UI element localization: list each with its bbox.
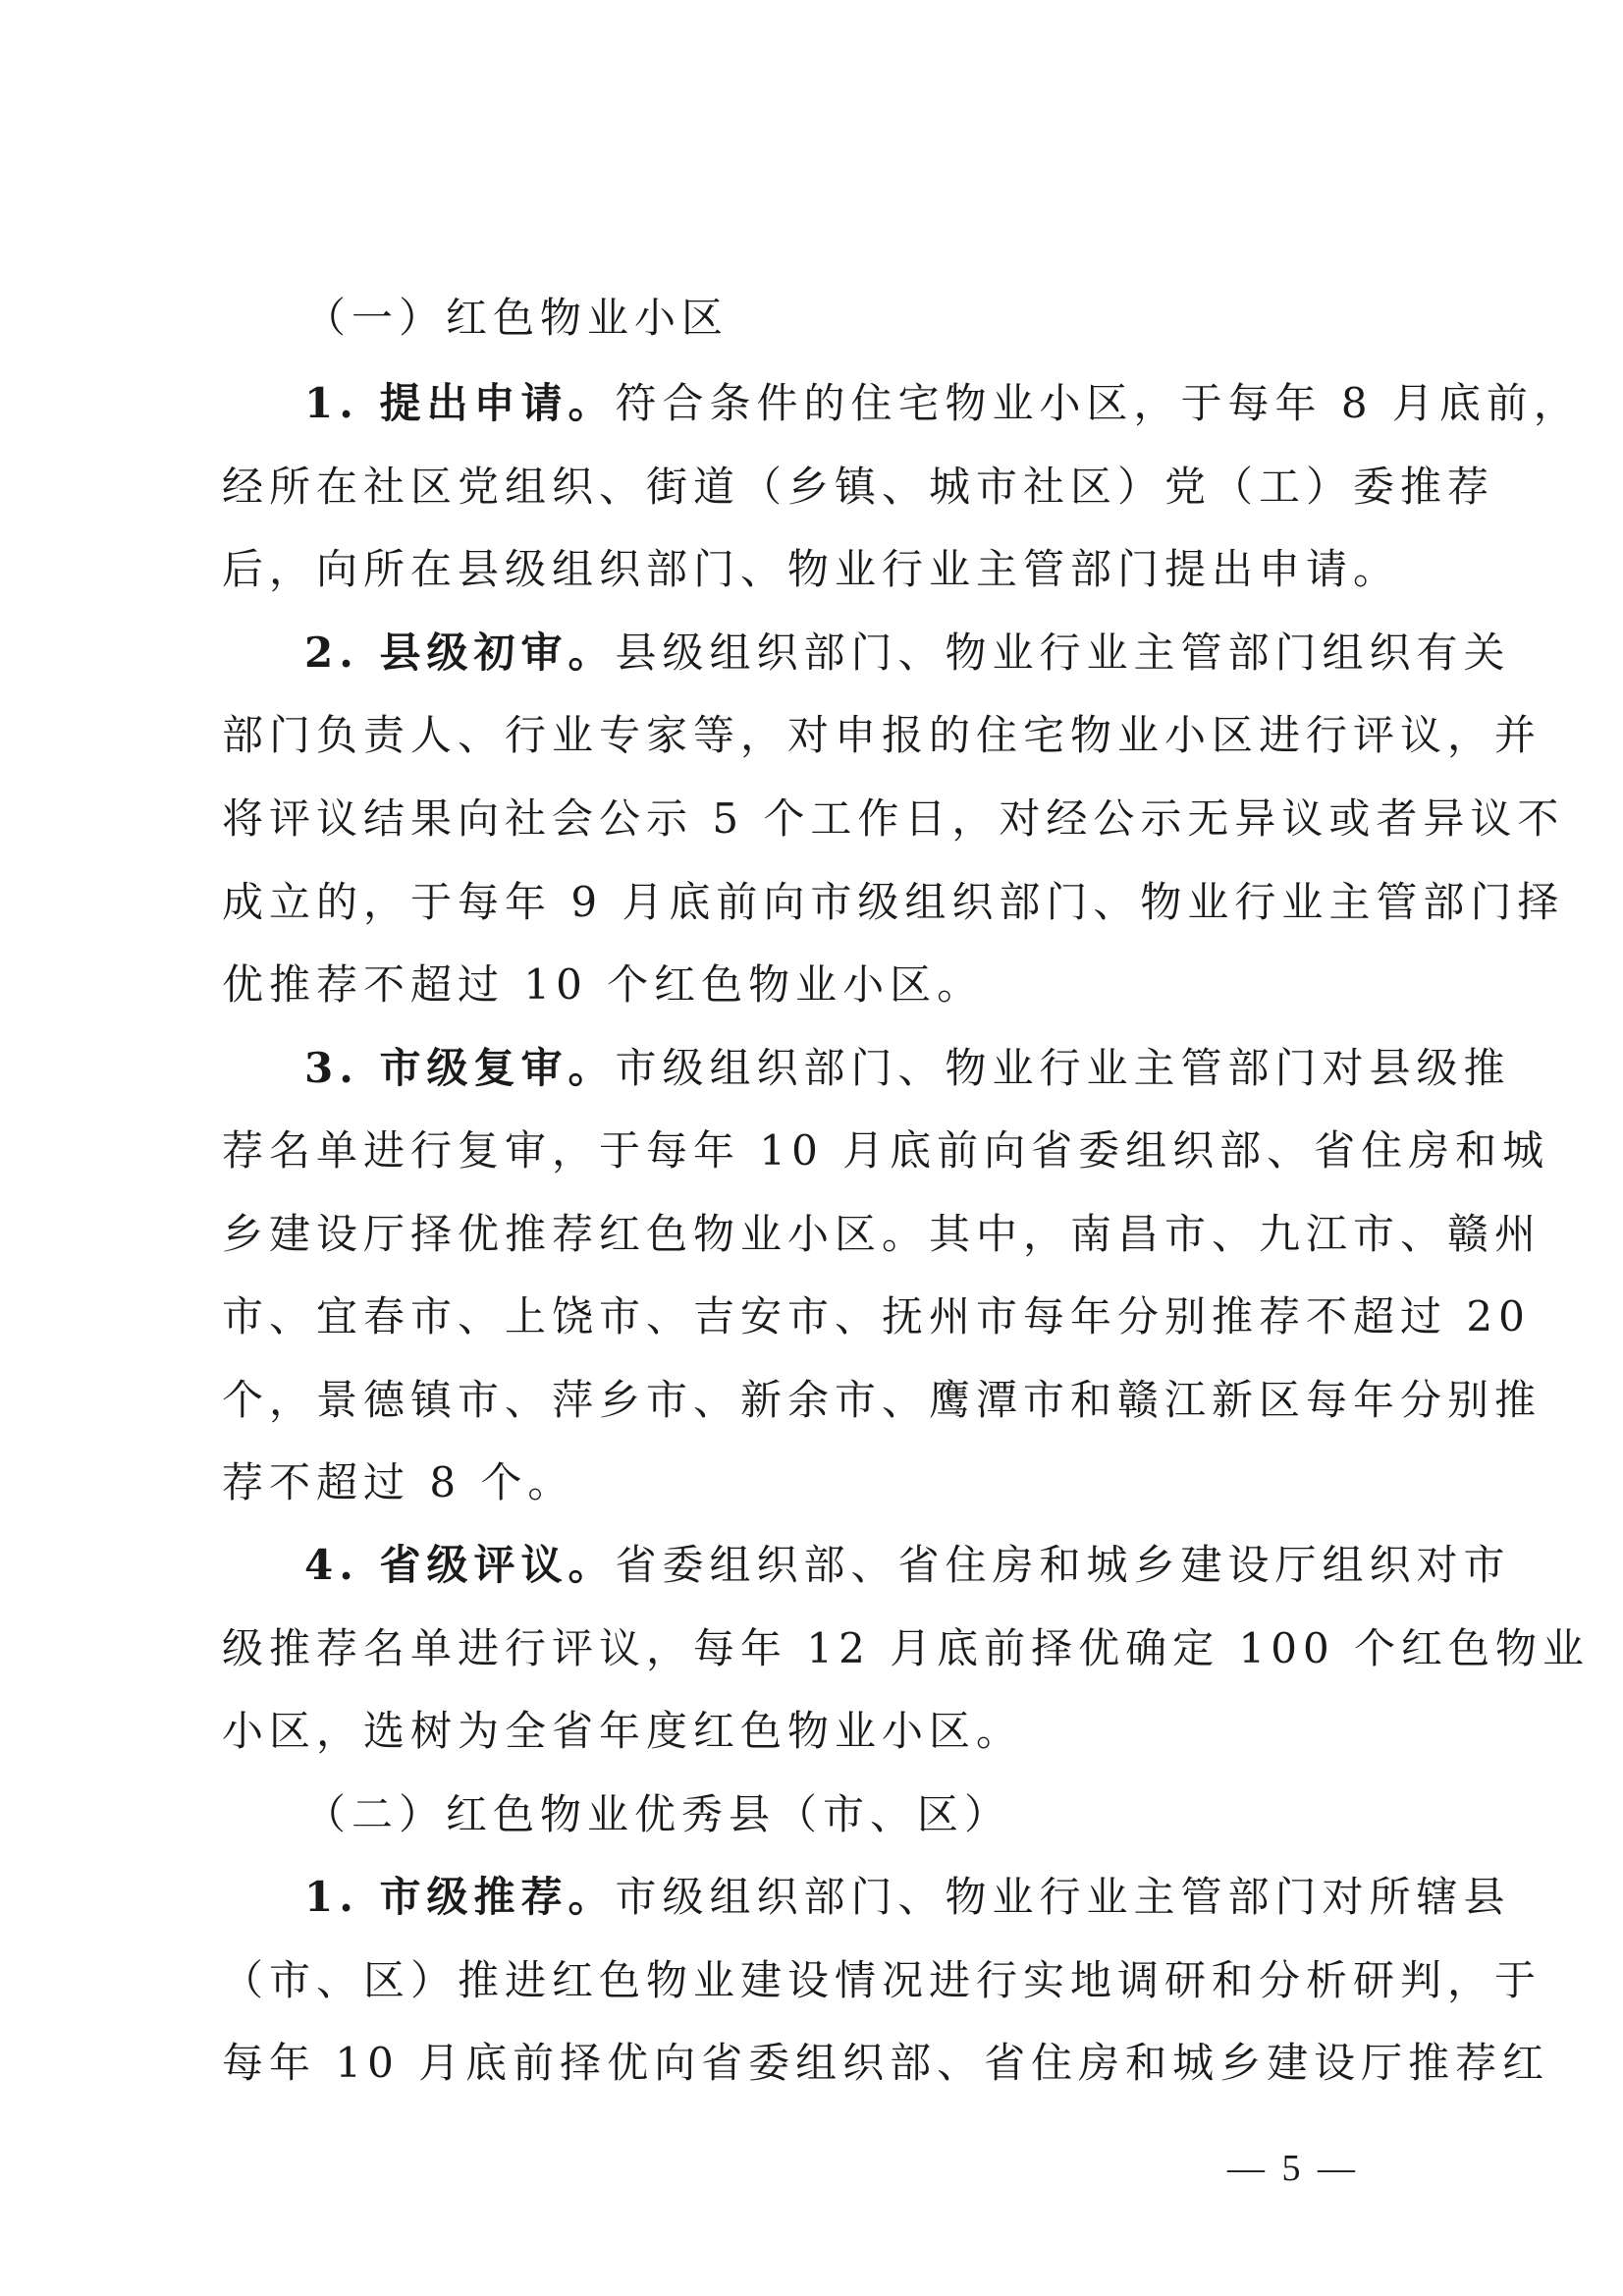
paragraph-line: 优推荐不超过 10 个红色物业小区。	[222, 960, 985, 1009]
paragraph-lead: 2. 县级初审。	[304, 629, 616, 677]
paragraph-lead: 1. 提出申请。	[304, 379, 616, 427]
paragraph-text: 省委组织部、省住房和城乡建设厅组织对市	[615, 1541, 1511, 1589]
paragraph-line: 将评议结果向社会公示 5 个工作日，对经公示无异议或者异议不	[222, 794, 1565, 843]
paragraph-line: 经所在社区党组织、街道（乡镇、城市社区）党（工）委推荐	[222, 463, 1495, 511]
paragraph-lead: 4. 省级评议。	[304, 1541, 616, 1589]
paragraph-line: 成立的，于每年 9 月底前向市级组织部门、物业行业主管部门择	[222, 878, 1565, 926]
paragraph-line	[304, 1538, 1511, 1593]
paragraph-line: 后，向所在县级组织部门、物业行业主管部门提出申请。	[222, 545, 1401, 593]
paragraph-line: （市、区）推进红色物业建设情况进行实地调研和分析研判，于	[222, 1956, 1542, 2004]
paragraph-line: 级推荐名单进行评议，每年 12 月底前择优确定 100 个红色物业	[222, 1624, 1591, 1672]
paragraph-text: 市级组织部门、物业行业主管部门对所辖县	[615, 1873, 1511, 1921]
paragraph-lead: 3. 市级复审。	[304, 1044, 616, 1092]
section-heading-2: （二）红色物业优秀县（市、区）	[304, 1790, 1012, 1838]
paragraph-lead: 1. 市级推荐。	[304, 1873, 616, 1921]
paragraph-line: 乡建设厅择优推荐红色物业小区。其中，南昌市、九江市、赣州	[222, 1210, 1542, 1258]
paragraph-line	[304, 1041, 1511, 1096]
paragraph-line: 每年 10 月底前择优向省委组织部、省住房和城乡建设厅推荐红	[222, 2039, 1550, 2087]
paragraph-line: 个，景德镇市、萍乡市、新余市、鹰潭市和赣江新区每年分别推	[222, 1376, 1542, 1424]
paragraph-line	[304, 626, 1511, 681]
paragraph-line: 部门负责人、行业专家等，对申报的住宅物业小区进行评议，并	[222, 711, 1542, 759]
paragraph-line: 荐不超过 8 个。	[222, 1458, 575, 1506]
paragraph-line: 小区，选树为全省年度红色物业小区。	[222, 1707, 1024, 1755]
section-heading-1: （一）红色物业小区	[304, 294, 730, 342]
paragraph-text: 符合条件的住宅物业小区，于每年 8 月底前，	[615, 379, 1581, 427]
paragraph-line	[304, 376, 1581, 431]
paragraph-line	[304, 1870, 1511, 1925]
paragraph-line: 市、宜春市、上饶市、吉安市、抚州市每年分别推荐不超过 20	[222, 1292, 1531, 1340]
paragraph-line: 荐名单进行复审，于每年 10 月底前向省委组织部、省住房和城	[222, 1126, 1550, 1175]
paragraph-text: 县级组织部门、物业行业主管部门组织有关	[615, 629, 1511, 677]
page-number: — 5 —	[1227, 2148, 1359, 2189]
paragraph-text: 市级组织部门、物业行业主管部门对县级推	[615, 1044, 1511, 1092]
